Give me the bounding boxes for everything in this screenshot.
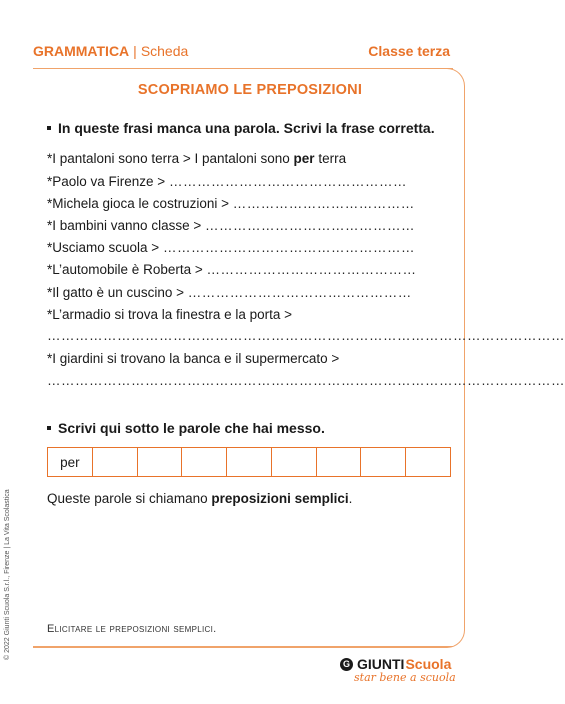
sentence-4[interactable] [47,240,415,255]
publisher-logo [340,656,456,684]
answer-box[interactable] [406,448,450,476]
sentence-2-text: *Michela gioca le costruzioni > [47,196,229,211]
worksheet-title: SCOPRIAMO LE PREPOSIZIONI [137,82,363,98]
sentence-5[interactable] [47,262,417,277]
subject-label: GRAMMATICA [33,43,130,59]
grade-label: Classe terza [368,43,450,59]
conclusion-suffix: . [348,491,353,506]
instruction-1-text: In queste frasi manca una parola. Scrivi la frase corretta. [58,120,435,136]
sentence-6-text: *Il gatto è un cuscino > [47,285,184,300]
sentence-3[interactable] [47,218,415,233]
answer-box[interactable] [93,448,138,476]
answer-box[interactable] [272,448,317,476]
answer-box[interactable] [317,448,362,476]
sentence-2[interactable] [47,196,415,211]
answer-box[interactable] [227,448,272,476]
example-suffix: terra [314,151,347,166]
answer-line[interactable]: …………………………………………… [168,174,407,189]
conclusion-prefix: Queste parole si chiamano [47,491,212,506]
sentence-8-text: *I giardini si trovano la banca e il supermercato > [47,351,340,366]
sentence-7-text: *L’armadio si trova la finestra e la porta > [47,307,293,322]
bullet-icon [47,426,51,430]
example-answer: per [293,151,315,166]
sentence-1[interactable] [47,174,407,189]
answer-box[interactable] [361,448,406,476]
sentence-6[interactable] [47,285,412,300]
sentence-4-text: *Usciamo scuola > [47,240,160,255]
header-left [33,43,188,59]
copyright-notice: © 2022 Giunti Scuola S.r.l., Firenze | La Vita Scolastica [4,489,11,660]
learning-objective: Elicitare le preposizioni semplici. [47,623,217,635]
answer-box[interactable]: per [48,448,93,476]
answer-box[interactable] [138,448,183,476]
bullet-icon [47,126,51,130]
answer-line[interactable]: ……………………………………… [206,262,417,277]
answer-line[interactable]: ……………………………………………… [162,240,415,255]
card-top-border [33,68,453,69]
answer-line[interactable]: ………………………………… [232,196,415,211]
conclusion-term: preposizioni semplici [211,491,349,506]
sentence-5-text: *L’automobile è Roberta > [47,262,203,277]
logo-brand [340,656,456,672]
sentence-7-answer[interactable] [47,328,565,343]
example-sentence [47,151,346,166]
sentence-1-text: *Paolo va Firenze > [47,174,166,189]
logo-giunti: GIUNTI [357,656,405,672]
answer-boxes [47,447,451,477]
answer-box[interactable] [182,448,227,476]
sentence-3-text: *I bambini vanno classe > [47,218,202,233]
example-prefix: *I pantaloni sono terra > I pantaloni sono [47,151,294,166]
answer-line[interactable]: ………………………………………………………………………………………………… [47,328,565,343]
sentence-7[interactable] [47,307,292,322]
sentence-8[interactable] [47,351,339,366]
answer-line[interactable]: ……………………………………… [204,218,415,233]
instruction-2 [47,420,325,436]
instruction-1 [47,120,435,136]
sentence-8-answer[interactable] [47,373,565,388]
card-bottom-border [33,646,453,647]
logo-scuola: Scuola [405,656,452,672]
answer-line[interactable]: ………………………………………… [187,285,412,300]
giunti-g-icon: G [340,658,353,671]
conclusion [47,491,352,506]
worksheet-type: Scheda [140,43,189,59]
header-separator: | [133,43,137,59]
logo-tagline: star bene a scuola [354,671,456,684]
instruction-2-text: Scrivi qui sotto le parole che hai messo. [58,420,325,436]
answer-line[interactable]: ………………………………………………………………………………………………… [47,373,565,388]
